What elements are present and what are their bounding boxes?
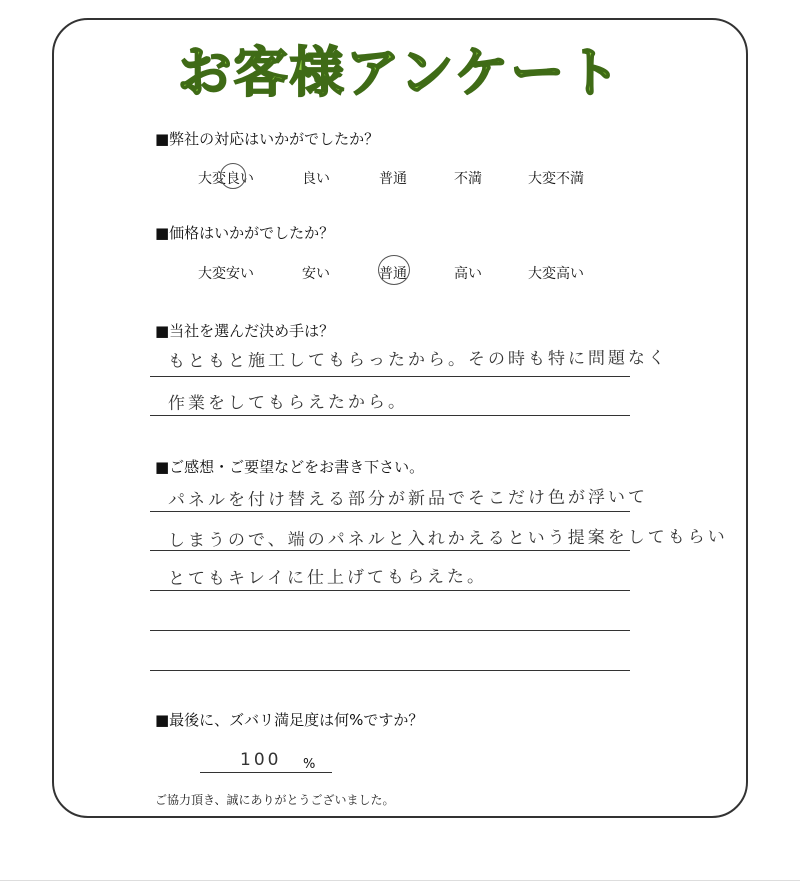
question-satisfaction: ■最後に、ズバリ満足度は何%ですか？: [155, 711, 424, 729]
thanks-note: ご協力頂き、誠にありがとうございました。: [155, 793, 395, 807]
answer-rule: [150, 670, 630, 671]
option-price-1[interactable]: 大変安い: [198, 266, 254, 282]
options-price: [190, 263, 610, 285]
option-service-4[interactable]: 不満: [454, 171, 482, 187]
answer-rule: [150, 550, 630, 551]
answer-rule: [150, 415, 630, 416]
comments-answer-line-3: とてもキレイに仕上げてもらえた。: [167, 566, 488, 590]
option-service-5[interactable]: 大変不満: [528, 171, 584, 187]
question-comments: ■ご感想・ご要望などをお書き下さい。: [155, 458, 425, 476]
options-service: [190, 168, 610, 190]
answer-rule: [150, 630, 630, 631]
option-service-3[interactable]: 普通: [379, 171, 407, 187]
option-price-4[interactable]: 高い: [454, 266, 482, 282]
option-price-3[interactable]: 普通: [379, 266, 407, 282]
question-service: ■弊社の対応はいかがでしたか？: [155, 130, 380, 148]
page-edge-rule: [0, 880, 800, 881]
selected-circle-price: [378, 255, 410, 285]
option-price-5[interactable]: 大変高い: [528, 266, 584, 282]
survey-title: お客様アンケート: [177, 41, 623, 104]
comments-answer-line-1: パネルを付け替える部分が新品でそこだけ色が浮いて: [167, 487, 649, 511]
answer-rule: [150, 376, 630, 377]
option-price-2[interactable]: 安い: [302, 266, 330, 282]
comments-answer-line-2: しまうので、端のパネルと入れかえるという提案をしてもらい: [167, 527, 728, 551]
reason-answer-line-1: もともと施工してもらったから。その時も特に問題なく: [167, 348, 669, 372]
option-service-1[interactable]: 大変良い: [198, 171, 254, 187]
answer-rule: [150, 511, 630, 512]
question-price: ■価格はいかがでしたか？: [155, 224, 335, 242]
satisfaction-value: 100: [240, 750, 282, 770]
selected-circle-service: [220, 163, 246, 189]
option-service-2[interactable]: 良い: [302, 171, 330, 187]
reason-answer-line-2: 作業をしてもらえたから。: [167, 392, 409, 414]
satisfaction-rule: [200, 772, 332, 773]
question-reason: ■当社を選んだ決め手は？: [155, 322, 335, 340]
percent-sign: %: [303, 757, 316, 772]
answer-rule: [150, 590, 630, 591]
